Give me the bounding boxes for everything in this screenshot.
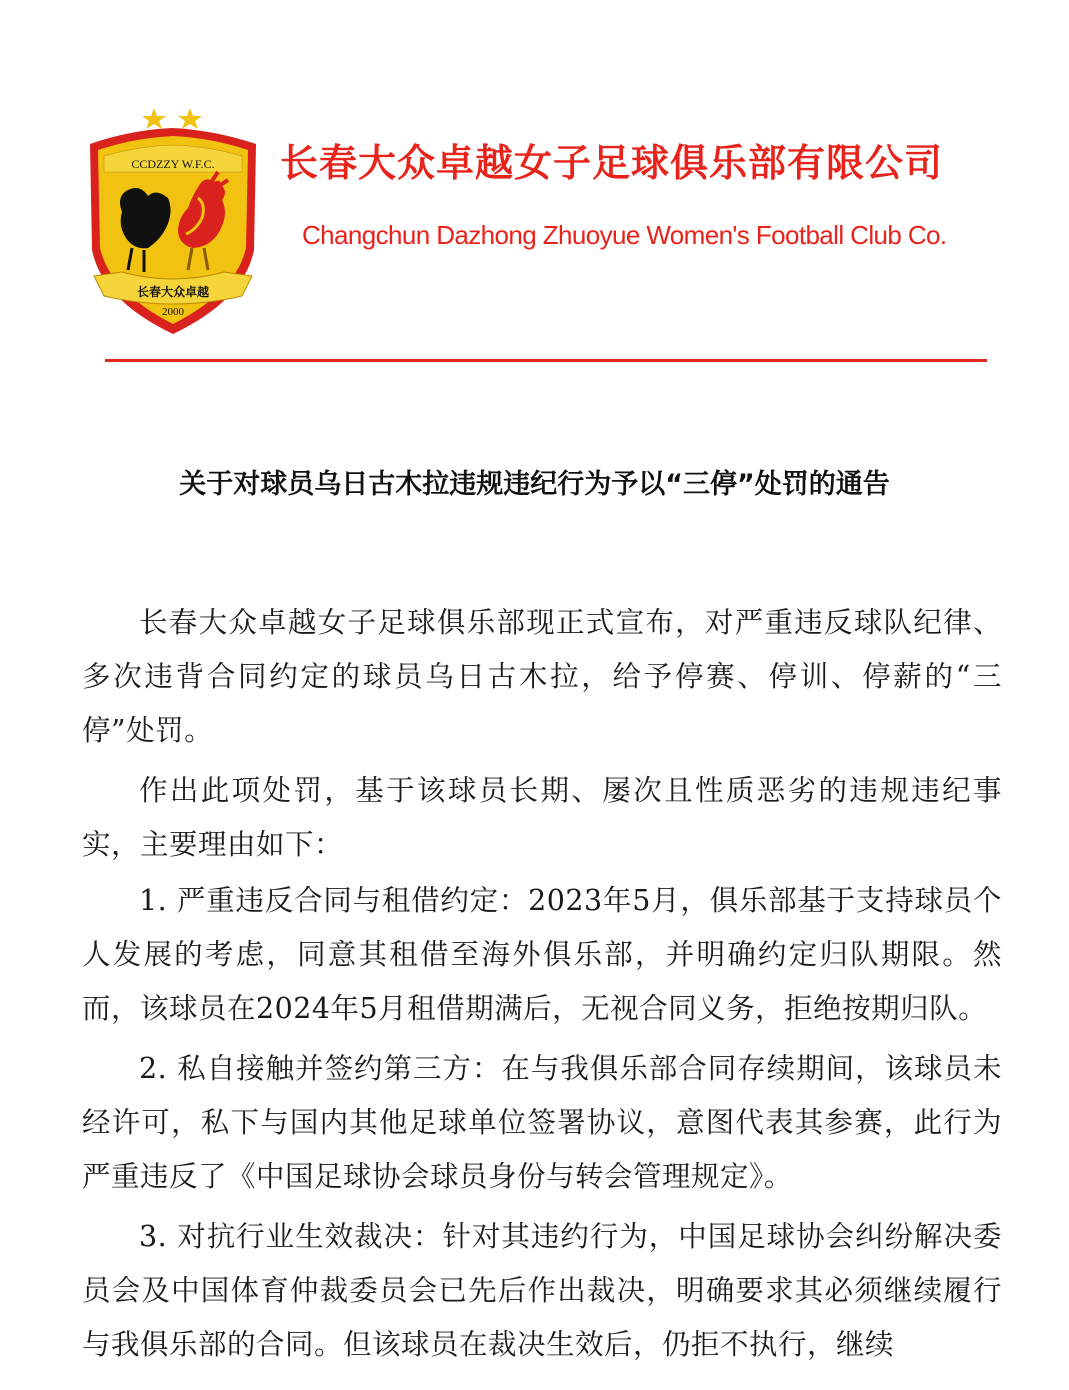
paragraph: 作出此项处罚，基于该球员长期、屡次且性质恶劣的违规违纪事实，主要理由如下： <box>82 774 1002 861</box>
club-crest-logo <box>82 100 264 338</box>
paragraph: 1. 严重违反合同与租借约定：2023年5月，俱乐部基于支持球员个人发展的考虑，同意其租借至海外俱乐部，并明确约定归队期限。然而，该球员在2024年5月租借期满后，无视合同义务，拒绝按期归队。 <box>82 884 1002 1025</box>
company-name-english: Changchun Dazhong Zhuoyue Women's Football Club Co. <box>302 220 947 250</box>
letterhead <box>0 0 1069 380</box>
paragraph: 长春大众卓越女子足球俱乐部现正式宣布，对严重违反球队纪律、多次违背合同约定的球员乌日古木拉，给予停赛、停训、停薪的“三停”处罚。 <box>82 606 1002 747</box>
star-icon <box>178 108 202 129</box>
notice-body <box>82 596 1002 1378</box>
paragraph: 3. 对抗行业生效裁决：针对其违约行为，中国足球协会纠纷解决委员会及中国体育仲裁委员会已先后作出裁决，明确要求其必须继续履行与我俱乐部的合同。但该球员在裁决生效后，仍拒不执行，继续 <box>82 1220 1002 1361</box>
notice-title: 关于对球员乌日古木拉违规违纪行为予以“三停”处罚的通告 <box>179 469 890 500</box>
crest-scroll-text: 长春大众卓越 <box>136 285 210 299</box>
star-icon <box>142 108 166 129</box>
paragraph: 2. 私自接触并签约第三方：在与我俱乐部合同存续期间，该球员未经许可，私下与国内其他足球单位签署协议，意图代表其参赛，此行为严重违反了《中国足球协会球员身份与转会管理规定》。 <box>82 1052 1002 1193</box>
letterhead-divider <box>105 359 987 362</box>
crest-abbrev: CCDZZY W.F.C. <box>131 157 215 171</box>
crest-year: 2000 <box>162 306 184 318</box>
company-name-chinese: 长春大众卓越女子足球俱乐部有限公司 <box>280 141 944 185</box>
